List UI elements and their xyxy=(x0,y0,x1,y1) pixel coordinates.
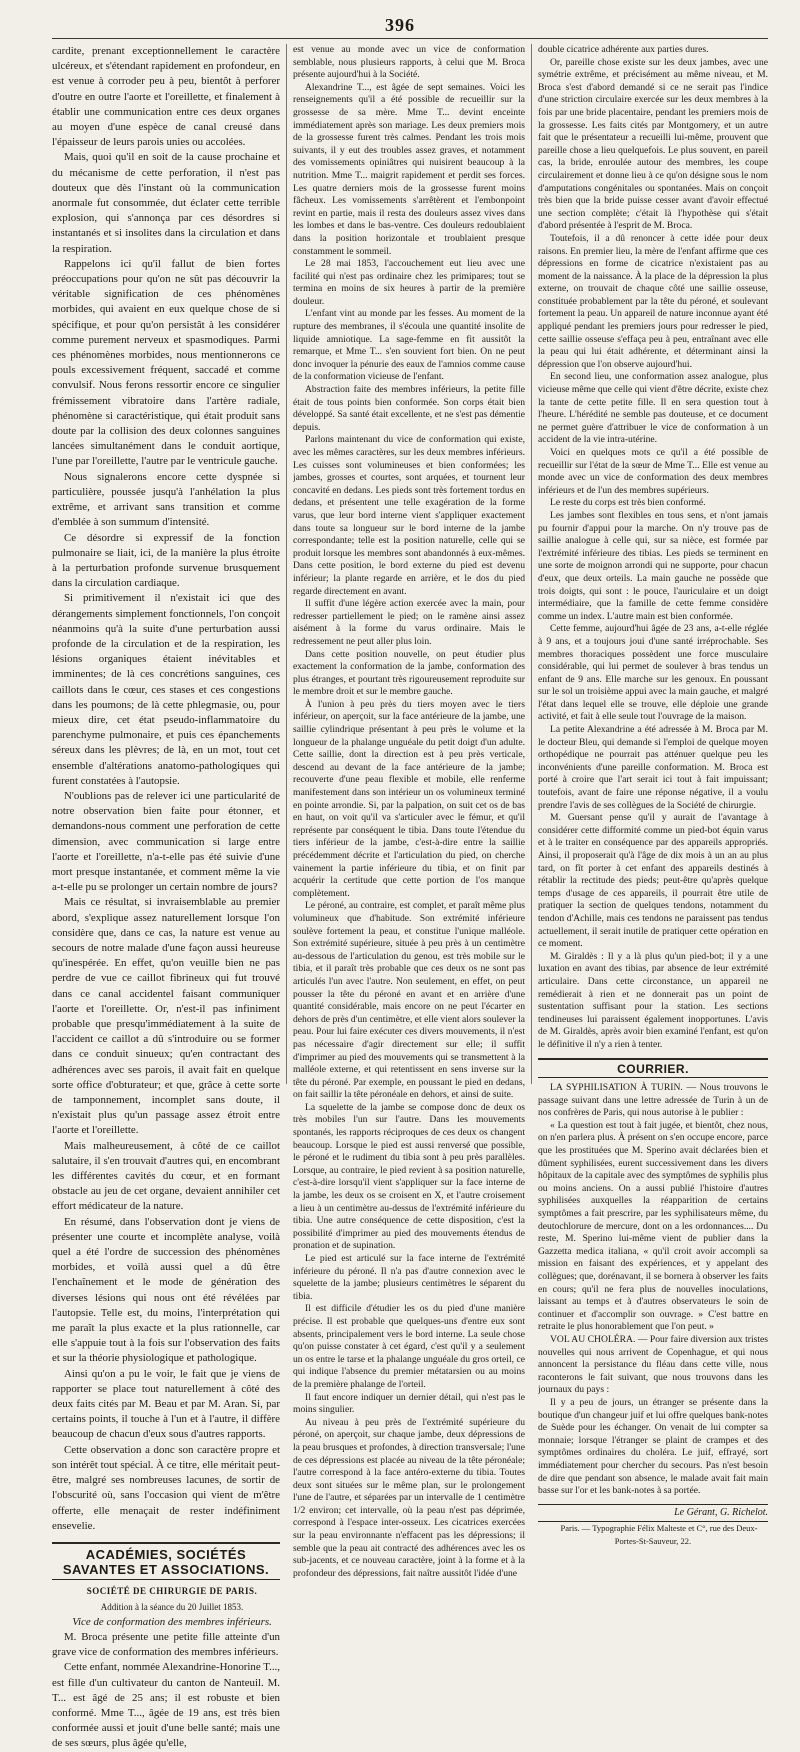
paragraph: Le péroné, au contraire, est complet, et paraît même plus volumineux que d'habitude. Son extrémité inférieure soulève fortement la peau, et constitue l'unique malléole. Son extrémité supérieure, située à peu près à un centimètre au-dessous de l'articulation du genou, est très mobile sur le tibia, et il paraît très probable que ces deux os ne sont pas articulés l'un avec l'autre. Non seulement, en effet, on peut pousser la tête du péroné en avant et en arrière d'une quantité considérable, mais encore on ne peut l'écarter en dehors de près d'un centimètre, et elle vient alors soulever la peau. Pour lui faire exécuter ces divers mouvements, il n'est pas nécessaire d'agir directement sur elle; il suffit d'imprimer au pied des mouvements qui se transmettent à la malléole externe, et qui retentissent en sens inverse sur la tête du péroné. Par exemple, en poussant le pied en dedans, on fait saillir la tête péronéale en dehors, et ainsi de suite. xyxy=(293,900,525,1101)
paragraph: Il est difficile d'étudier les os du pied d'une manière précise. Il est probable que quelques-uns d'entre eux sont absents, principalement vers le bord interne. La seule chose qu'on puisse constater à cet égard, c'est qu'il y a seulement un os entre le tarse et la phalange unguéale du gros orteil, ce qui indique l'absence du premier métatarsien ou au moins de la première phalange de l'orteil. xyxy=(293,1303,525,1390)
paragraph: Ainsi qu'on a pu le voir, le fait que je viens de rapporter se place tout naturellement à côté des deux faits cités par M. Beau et par M. Aran. Si, par certains points, il touche à l'un et à l'autre, il diffère beaucoup de chacun d'eux sous d'autres rapports. xyxy=(52,1367,280,1441)
paragraph: Nous signalerons encore cette dyspnée si particulière, poussée jusqu'à l'anhélation la plus extrême, et arrivant sans transition et comme d'emblée à son summum d'intensité. xyxy=(52,470,280,529)
paragraph: En second lieu, une conformation assez analogue, plus vicieuse même que celle qui vient d'être décrite, existe chez la tante de cette petite fille. Il en sera question tout à l'heure. L'hérédité ne semble pas douteuse, et ce document ne permet guère d'attribuer le vice de conformation à un accident de la vie intra-utérine. xyxy=(538,371,768,446)
paragraph: Cette femme, aujourd'hui âgée de 23 ans, a-t-elle réglée à 9 ans, et a toujours joui d'une santé irréprochable. Ses membres thoraciques possèdent une force musculaire considérable, qui lui permet de soulever à bras tendus un enfant de 9 ans. Elle marche sur les genoux. En poussant sur le sol un troisième appui avec la main gauche, et malgré l'état dans lequel elle se trouve, elle déploie une grande activité, et fait à elle seule tout l'ouvrage de la maison. xyxy=(538,623,768,723)
paragraph: M. Guersant pense qu'il y aurait de l'avantage à considérer cette difformité comme un pied-bot équin varus et à le traiter en conséquence par des appareils appropriés. Ainsi, il proposerait qu'à l'âge de dix mois à un an au plus tard, on fît porter à cet enfant des appareils destinés à rétablir la rectitude des pieds; peut-être qu'après quelque temps d'usage de ces appareils, il pourrait être utile de pratiquer la section de quelques tendons, notamment du tendon d'Achille, mais ces tendons ne paraissent pas tendus actuellement, il serait inutile de pratiquer cette opération en ce moment. xyxy=(538,812,768,950)
paragraph: LA SYPHILISATION À TURIN. — Nous trouvons le passage suivant dans une lettre adressée de Turin à un de nos confrères de Paris, qui nous autorise à le publier : xyxy=(538,1082,768,1119)
paragraph: Mais, quoi qu'il en soit de la cause prochaine et du mécanisme de cette perforation, il n'est pas douteux que dès l'instant où la communication anormale fut consommée, dut éclater cette terrible explosion, qui s'annonça par ces désordres si instantanés et si insolites dans la circulation et dans la respiration. xyxy=(52,151,280,255)
paragraph: Cette observation a donc son caractère propre et son intérêt tout spécial. À ce titre, elle méritait peut-être, malgré ses nombreuses lacunes, de sortir de l'obscurité où, sans l'occasion qui vient de m'être offerte, elle menaçait de rester indéfiniment ensevelie. xyxy=(52,1443,280,1532)
column-divider xyxy=(286,44,287,1084)
society-name: SOCIÉTÉ DE CHIRURGIE DE PARIS. xyxy=(86,1586,258,1597)
paragraph: Ce désordre si expressif de la fonction pulmonaire se liait, ici, de la manière la plus étroite à la perturbation profonde survenue brusquement dans la circulation cardiaque. xyxy=(52,531,280,590)
section-title-academies: ACADÉMIES, SOCIÉTÉS SAVANTES ET ASSOCIATIONS. xyxy=(52,1542,280,1580)
paragraph: Alexandrine T..., est âgée de sept semaines. Voici les renseignements qu'il a été possible de recueillir sur la grossesse de sa mère. Mme T... devint enceinte immédiatement après son mariage. Les deux premiers mois de la grossesse furent très calmes. Pendant les trois mois suivants, il y eut des troubles assez graves, et notamment des vomissements opiniâtres qui nuisirent beaucoup à la nutrition. Mme T... maigrit rapidement et perdit ses forces. Les quatre derniers mois de la grossesse furent moins fâcheux. Les vomissements s'arrêtèrent et l'embonpoint revint en partie, mais il resta des douleurs assez vives dans les lombes et dans le bas-ventre. Ces douleurs redoublaient dans la position horizontale et troublaient presque constamment le sommeil. xyxy=(293,81,525,257)
paragraph: M. Giraldès : Il y a là plus qu'un pied-bot; il y a une luxation en avant des tibias, par absence de leur extrémité articulaire. Dans cette circonstance, un appareil ne remédierait à rien et ne donnerait pas un point de sustentation suffisant pour la station. Les sections tendineuses lui paraissent également inopportunes. L'avis de M. Giraldès, après avoir bien examiné l'enfant, est qu'on le définitive il n'y a rien à tenter. xyxy=(538,950,768,1050)
paragraph: Mais malheureusement, à côté de ce caillot salutaire, il s'en trouvait d'autres qui, en encombrant les différentes cavités du cœur, et en formant obstacle au jeu de cet organe, devaient annihiler cet effort médicateur de la nature. xyxy=(52,1139,280,1213)
paragraph: Rappelons ici qu'il fallut de bien fortes préoccupations pour qu'on ne sût pas découvrir la véritable signification de ces phénomènes morbides, qui avaient en eux quelque chose de si spécifique, et pour qu'on persistât à les considérer comme purement nerveux et spasmodiques. Parmi ces phénomènes morbides, nous mentionnerons ce pouls excessivement fréquent, saccadé et comme convulsif. Nous ferons ressortir encore ce singulier frémissement vibratoire dans l'artère radiale, phénomène si caractéristique, qui était produit sans doute par la collision des deux colonnes sanguines lancées simultanément dans le conduit aortique, l'une par l'oreillette, l'autre par le ventricule gauche. xyxy=(52,257,280,468)
paragraph: L'enfant vint au monde par les fesses. Au moment de la rupture des membranes, il s'écoula une quantité insolite de liquide amniotique. La sage-femme en fit aussitôt la remarque, et Mme T... s'en souvient fort bien. On ne peut donc invoquer la pénurie des eaux de l'amnios comme cause de la conformation vicieuse de l'enfant. xyxy=(293,308,525,383)
paragraph: Au niveau à peu près de l'extrémité supérieure du péroné, on aperçoit, sur chaque jambe, deux dépressions de la peau brusques et profondes, à direction transversale; l'une de ces dépressions est placée au niveau de la tête péronéale; l'autre correspond à la face antéro-externe du tibia. Toutes deux sont situées sur le même plan, sur le prolongement l'une de l'autre, et séparées par un intervalle de 1 centimètre 1/2 environ; cet intervalle, où la peau n'est pas déprimée, correspond à l'espace inter-osseux. Les cicatrices exercées sur la peau environnante n'effacent pas les dépressions; il semble que la peau ait contracté des adhérences avec les os sub-jacents, et ce nouveau caractère, joint à la forme et à la profondeur des dépressions, fait naître aussitôt l'idée d'une xyxy=(293,1416,525,1579)
paragraph: Il faut encore indiquer un dernier détail, qui n'est pas le moins singulier. xyxy=(293,1391,525,1416)
case-title: Vice de conformation des membres inférieurs. xyxy=(72,1615,272,1628)
paragraph: À l'union à peu près du tiers moyen avec le tiers inférieur, on aperçoit, sur la face antérieure de la jambe, une saillie cylindrique présentant à peu près le volume et la longueur de la phalange unguéale du petit doigt d'un adulte. Cette saillie, dont la direction est à peu près verticale, descend au devant de la face antérieure de la jambe; recouverte d'une peau flexible et mobile, elle renferme manifestement dans son intérieur un os volumineux terminé en pointe arrondie. Si, par la palpation, on suit cet os de bas en haut, on voit qu'il va s'articuler avec le fémur, et qu'il représente par conséquent le tibia. Dans toute l'étendue du tiers inférieur de la jambe, c'est-à-dire entre la saillie précédemment décrite et l'articulation du pied, on cherche vainement la partie inférieure du tibia, et on finit par acquérir la certitude que cette portion de l'os manque complètement. xyxy=(293,698,525,899)
middle-column xyxy=(293,44,525,1580)
paragraph: Les jambes sont flexibles en tous sens, et n'ont jamais pu fournir d'appui pour la marche. On n'y trouve pas de saillie analogue à celle qui, sur sa nièce, est formée par l'extrémité inférieure des tibias. Les pieds se terminent en une sorte de moignon arrondi qui ne supporte, pour chacun d'eux, que deux orteils. La main gauche ne possède que trois doigts, qui sont : le pouce, l'auriculaire et un doigt intermédiaire, que la famille de cette femme considère comme un index. L'autre main est bien conformée. xyxy=(538,509,768,622)
section-title-courrier: COURRIER. xyxy=(538,1058,768,1079)
paragraph: « La question est tout à fait jugée, et bientôt, chez nous, on n'en parlera plus. À présent on s'en occupe encore, parce que les prostituées que M. Sperino avait déclarées bien et dûment syphilisées, eurent successivement dans les divers hôpitaux de la capitale avec des symptômes de syphilis plus ou moins anciens. On a aussi publié l'histoire d'autres syphilisées auxquelles la réapparition de certains symptômes a fait prescrire, par les syphilisateurs même, du deutochlorure de mercure, dont on a les ordonnances.... Du reste, M. Sperino lui-même vient de publier dans la Gazzetta medica italiana, « qu'il croit avoir accompli sa mission en faisant des expériences, et y appelant des collègues; que, dorénavant, il se bornera à observer les faits en cours; qu'il ne fera plus de nouvelles inoculations, laissant au temps et à d'autres observateurs le soin de continuer et d'accomplir son ouvrage. » C'est battre en retraite le plus honorablement que l'on peut. » xyxy=(538,1119,768,1333)
paragraph: N'oublions pas de relever ici une particularité de notre observation bien faite pour étonner, et demandons-nous comment une perforation de cette dimension, avec communication si large entre l'aorte et l'oreillette, n'a-t-elle pas été suivie d'une mort presque instantanée, et comment même la vie a-t-elle pu se prolonger un certain nombre de jours? xyxy=(52,789,280,894)
paragraph: double cicatrice adhérente aux parties dures. xyxy=(538,44,709,55)
paragraph: M. Broca présente une petite fille atteinte d'un grave vice de conformation des membres inférieurs. xyxy=(52,1630,280,1659)
right-column xyxy=(538,44,768,1547)
paragraph: Il suffit d'une légère action exercée avec la main, pour redresser partiellement le pied; on le ramène ainsi assez aisément à la forme du varus ordinaire. Mais le redressement ne peut aller plus loin. xyxy=(293,598,525,647)
paragraph: La squelette de la jambe se compose donc de deux os très mobiles l'un sur l'autre. Dans les mouvements spontanés, les rapports réciproques de ces deux os changent beaucoup. Lorsque le pied est aussi renversé que possible, le péroné et le rudiment du tibia sont à peu près parallèles. Lorsque, au contraire, le pied revient à sa position naturelle, c'est-à-dire lorsqu'il vient s'appliquer sur la face interne de la jambe, les deux os se croisent en X, et l'autre croisement a lieu à un centimètre au-dessus de l'extrémité inférieure du tibia. Une autre conséquence de cette disposition, c'est la possibilité d'imprimer au pied des mouvements étendus de pronation et de supination. xyxy=(293,1101,525,1252)
paragraph: La petite Alexandrine a été adressée à M. Broca par M. le docteur Bleu, qui demande si l'emploi de quelque moyen orthopédique ne pourrait pas atténuer quelque peu les inconvénients d'une pareille conformation. M. Broca est porté à croire que l'art serait ici tout à fait impuissant; toutefois, avant de faire une réponse négative, il a voulu prendre l'avis de ses collègues de la Société de chirurgie. xyxy=(538,724,768,811)
paragraph: Mais ce résultat, si invraisemblable au premier abord, s'explique assez naturellement lorsque l'on considère que, dans ce cas, la nature est venue au secours de notre malade d'une façon aussi heureuse qu'inespérée. En effet, qu'on veuille bien ne pas perdre de vue ce caillot fibrineux qui fut trouvé dans ce canal accidentel faisant communiquer l'aorte et l'oreillette. Or, n'est-il pas infiniment probable que presqu'immédiatement à la suite de l'accident ce caillot a dû s'introduire ou se former dans ce conduit sinueux; qu'en contractant des adhérences avec ses parois, il avait fait en quelque sorte office d'obturateur; et que, grâce à cette sorte de tamponnement, incomplet sans doute, il n'existait plus qu'un passage assez étroit entre l'aorte et l'oreillette. xyxy=(52,896,280,1137)
paragraph: cardite, prenant exceptionnellement le caractère ulcéreux, et s'étendant rapidement en profondeur, en est venue à corroder peu à peu, bientôt à perforer d'outre en outre l'aorte et l'oreillette, et finalement à établir une communication entre ces deux organes au moyen d'une espèce de canal creusé dans l'épaisseur de leurs parois unies ou accolées. xyxy=(52,45,280,149)
printer-imprint: Paris. — Typographie Félix Malteste et C°, rue des Deux-Portes-St-Sauveur, 22. xyxy=(560,1523,758,1546)
paragraph: Le pied est articulé sur la face interne de l'extrémité inférieure du péroné. Il n'a pas d'autre connexion avec le squelette de la jambe; plusieurs centimètres le séparent du tibia. xyxy=(293,1253,525,1302)
paragraph: Or, pareille chose existe sur les deux jambes, avec une symétrie extrême, et précisément au même niveau, et M. Broca s'est d'abord demandé si ce ne serait pas l'indice d'une striction circulaire exercée sur les deux membres à la fois par une bride placentaire, pendant les premiers mois de la grossesse. Les faits cités par Montgomery, et un autre fait que le présentateur a recueilli lui-même, prouvent que pareille chose a lieu quelquefois. Le plus souvent, en pareil cas, la bride, enroulée autour des membres, les coupe circulairement et donne lieu à ce qu'on désigne sous le nom d'amputations congénitales ou spontanées. Mais on conçoit très bien que la bride puisse cesser avant d'avoir effectué une section complète; c'était là l'hypothèse qui s'était d'abord présentée à l'esprit de M. Broca. xyxy=(538,56,768,232)
column-divider xyxy=(531,44,532,1084)
editor-signature: Le Gérant, G. Richelot. xyxy=(538,1504,768,1523)
paragraph: VOL AU CHOLÉRA. — Pour faire diversion aux tristes nouvelles qui nous arrivent de Copenhague, et qui nous annoncent la persistance du fléau dans cette ville, nous raconterons le fait suivant, que nous trouvons dans les journaux du pays : xyxy=(538,1333,768,1396)
paragraph: Parlons maintenant du vice de conformation qui existe, avec les mêmes caractères, sur les deux membres inférieurs. Les cuisses sont volumineuses et bien conformées; les jambes, grosses et courtes, sont arquées, et tournent leur concavité en dedans. Les pieds sont très fortement tordus en dedans, et présentent une telle exagération de la forme varus, que leur bord interne vient s'appliquer exactement dans toute sa longueur sur le bord interne de la jambe correspondante; telle est la position naturelle, celle qui se produit lorsque les membres sont abandonnés à eux-mêmes. Dans cette position, le bord externe du pied est devenu inférieur; la plante regarde en arrière, et le dos du pied regarde directement en avant. xyxy=(293,434,525,597)
paragraph: En résumé, dans l'observation dont je viens de présenter une courte et incomplète analyse, voilà quel a été l'ordre de succession des phénomènes morbides, et voilà aussi quel a dû être l'enchaînement et le mode de génération des diverses lésions qui nous ont été révélées par l'autopsie. Telle est, du moins, l'interprétation qui me paraît la plus exacte et la plus rationnelle, car elle s'appuie tout à la fois sur l'observation des faits et sur la théorie physiologique et pathologique. xyxy=(52,1215,280,1365)
paragraph: Le reste du corps est très bien conformé. xyxy=(550,497,706,509)
paragraph: Abstraction faite des membres inférieurs, la petite fille était de tous points bien conformée. Son corps était bien développé. Sa santé était excellente, et ne s'est pas démentie depuis. xyxy=(293,384,525,433)
paragraph: est venue au monde avec un vice de conformation semblable, nous plusieurs rapports, à celui que M. Broca présente aujourd'hui à la Société. xyxy=(293,44,525,81)
header-rule xyxy=(52,38,768,39)
session-date: Addition à la séance du 20 Juillet 1853. xyxy=(100,1601,244,1612)
paragraph: Le 28 mai 1853, l'accouchement eut lieu avec une facilité qui n'est pas ordinaire chez les primipares; tout se termina en moins de six heures à partir de la première douleur. xyxy=(293,258,525,307)
paragraph: Si primitivement il n'existait ici que des dérangements simplement fonctionnels, l'on conçoit néanmoins qu'à la suite d'une perturbation aussi profonde de la circulation et de la respiration, les lésions organiques étaient inévitables et imminentes; de là ces concrétions sanguines, ces caillots dans le cœur, ces stases et ces congestions dans les poumons; de là cette phlegmasie, ou, pour mieux dire, cet état pseudo-inflammatoire du parenchyme pulmonaire, et puis ces épanchements séreux dans les plèvres; de là, en un mot, tout cet ensemble d'altérations anatomo-pathologiques qui furent constatées à l'autopsie. xyxy=(52,592,280,787)
paragraph: Toutefois, il a dû renoncer à cette idée pour deux raisons. En premier lieu, la mère de l'enfant affirme que ces dépressions en forme de cicatrice n'existaient pas au moment de la naissance. À la place de la dépression la plus externe, on trouvait de chaque côté une saillie osseuse, constituée probablement par la tête du péroné, et soulevant fortement la peau. Un appareil de nature inconnue ayant été appliqué pendant les premiers jours pour redresser le pied, cette saillie osseuse s'effaça peu à peu, entraînant avec elle la peau qui lui était adhérente, et déterminant ainsi la dépression que l'on observe aujourd'hui. xyxy=(538,232,768,370)
left-column xyxy=(52,44,280,1752)
paragraph: Dans cette position nouvelle, on peut étudier plus exactement la conformation de la jambe, conformation des plus étranges, et pourtant très rigoureusement reproduite sur le membre droit et sur le membre gauche. xyxy=(293,648,525,698)
page-number: 396 xyxy=(385,15,415,35)
paragraph: Voici en quelques mots ce qu'il a été possible de recueillir sur l'état de la sœur de Mme T... Elle est venue au monde avec un vice de conformation des deux membres inférieurs et de l'un des membres supérieurs. xyxy=(538,447,768,496)
paragraph: Il y a peu de jours, un étranger se présente dans la boutique d'un changeur juif et lui offre quelques bank-notes de Suède pour les échanger. On venait de lui compter sa monnaie; lorsque l'étranger se plaint de crampes et des symptômes ordinaires du choléra. Le juif, effrayé, sort immédiatement pour chercher du secours. Pas n'est besoin de dire que pendant son absence, le malade avait fait main basse sur l'or et les bank-notes à sa portée. xyxy=(538,1396,768,1497)
paragraph: Cette enfant, nommée Alexandrine-Honorine T..., est fille d'un cultivateur du canton de Nanteuil. M. T... est âgé de 25 ans; il est robuste et bien conformé. Mme T..., âgée de 19 ans, est très bien conformée aussi et jouit d'une belle santé; mais une de ses sœurs, plus âgée qu'elle, xyxy=(52,1661,280,1750)
